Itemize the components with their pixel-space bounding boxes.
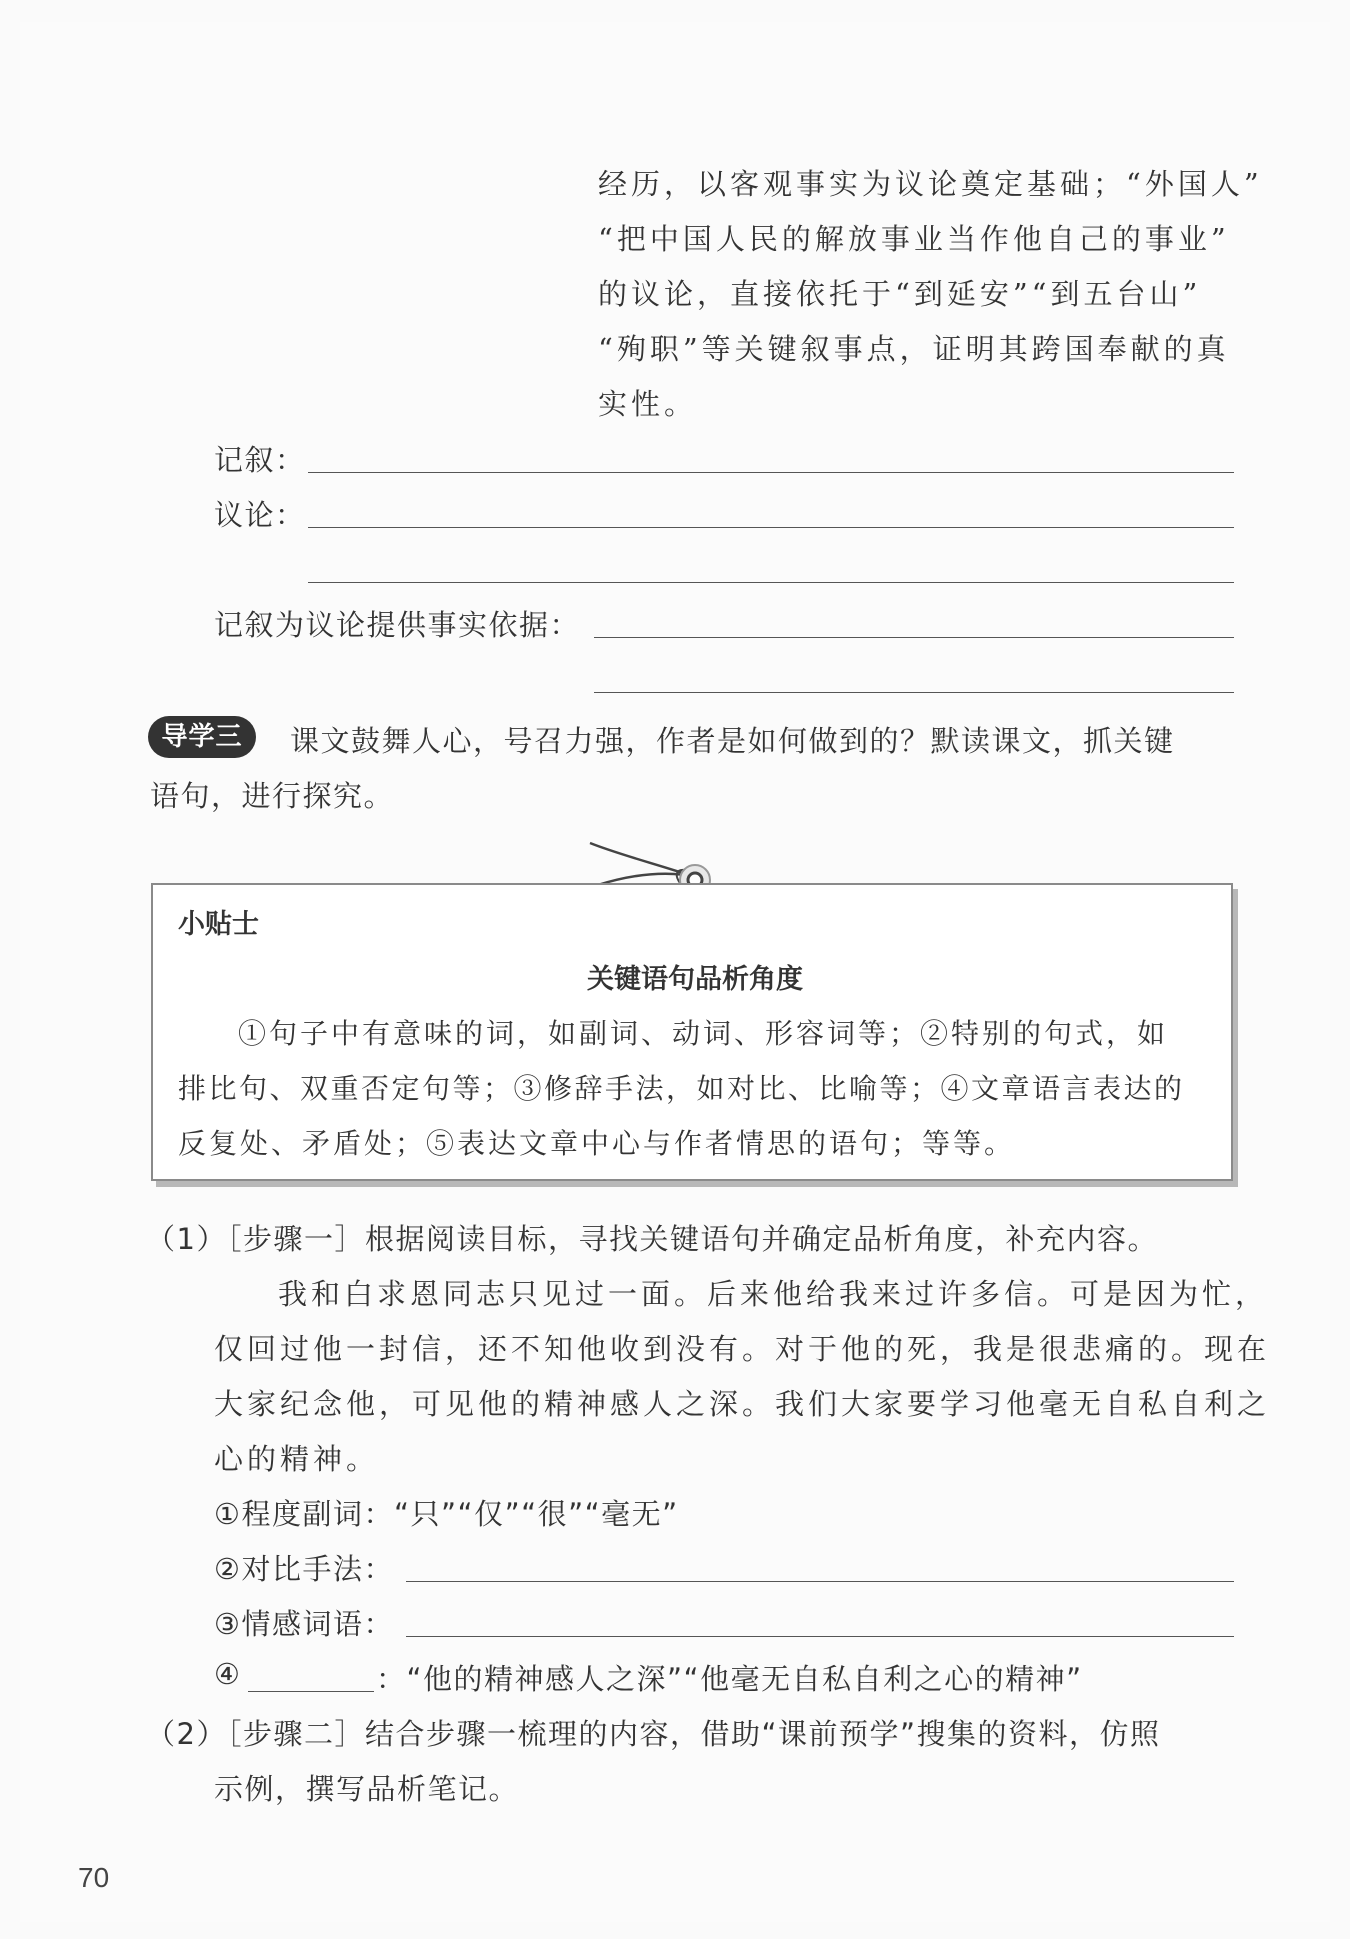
tip-line: ①句子中有意味的词，如副词、动词、形容词等；②特别的句式，如 xyxy=(238,1017,1169,1050)
item4-answer-blank[interactable] xyxy=(248,1691,374,1692)
section3-prompt-line1: 课文鼓舞人心，号召力强，作者是如何做到的？默读课文，抓关键 xyxy=(290,724,1175,758)
item2-answer-line[interactable] xyxy=(406,1581,1234,1582)
step2-line2: 示例，撰写品析笔记。 xyxy=(214,1772,520,1806)
quote-line: 经历，以客观事实为议论奠定基础；“外国人” xyxy=(598,167,1263,201)
tip-line: 排比句、双重否定句等；③修辞手法，如对比、比喻等；④文章语言表达的 xyxy=(178,1072,1185,1105)
basis-answer-line-2[interactable] xyxy=(594,692,1234,693)
page-number: 70 xyxy=(78,1862,110,1893)
step1-heading: （1）［步骤一］根据阅读目标，寻找关键语句并确定品析角度，补充内容。 xyxy=(146,1222,1158,1256)
tip-heading: 关键语句品析角度 xyxy=(587,964,803,995)
argument-answer-line-2[interactable] xyxy=(308,582,1234,583)
step2-line1: （2）［步骤二］结合步骤一梳理的内容，借助“课前预学”搜集的资料，仿照 xyxy=(146,1717,1161,1751)
narration-answer-line[interactable] xyxy=(308,472,1234,473)
argument-answer-line[interactable] xyxy=(308,527,1234,528)
step1-item4-text: ：“他的精神感人之深”“他毫无自私自利之心的精神” xyxy=(376,1662,1083,1696)
tip-title: 小贴士 xyxy=(178,909,259,940)
section3-prompt-line2: 语句，进行探究。 xyxy=(150,779,395,813)
item3-answer-line[interactable] xyxy=(406,1636,1234,1637)
basis-answer-line[interactable] xyxy=(594,637,1234,638)
argument-label: 议论： xyxy=(214,498,306,532)
step1-item1: ①程度副词：“只”“仅”“很”“毫无” xyxy=(214,1497,679,1531)
quote-line: “把中国人民的解放事业当作他自己的事业” xyxy=(598,222,1230,256)
passage-line: 大家纪念他，可见他的精神感人之深。我们大家要学习他毫无自私自利之 xyxy=(214,1387,1271,1421)
quote-line: “殉职”等关键叙事点，证明其跨国奉献的真 xyxy=(598,332,1230,366)
tip-line: 反复处、矛盾处；⑤表达文章中心与作者情思的语句；等等。 xyxy=(178,1127,1016,1160)
quote-line: 的议论，直接依托于“到延安”“到五台山” xyxy=(598,277,1202,311)
section-badge: 导学三 xyxy=(148,716,256,758)
step1-item3-label: ③情感词语： xyxy=(214,1607,394,1641)
narration-label: 记叙： xyxy=(214,443,306,477)
basis-label: 记叙为议论提供事实依据： xyxy=(214,608,581,642)
step1-item2-label: ②对比手法： xyxy=(214,1552,394,1586)
passage-line: 仅回过他一封信，还不知他收到没有。对于他的死，我是很悲痛的。现在 xyxy=(214,1332,1271,1366)
passage-line: 心的精神。 xyxy=(214,1442,380,1476)
quote-line: 实性。 xyxy=(598,387,698,421)
step1-item4-prefix: ④ xyxy=(214,1657,242,1691)
passage-line: 我和白求恩同志只见过一面。后来他给我来过许多信。可是因为忙， xyxy=(278,1277,1269,1311)
